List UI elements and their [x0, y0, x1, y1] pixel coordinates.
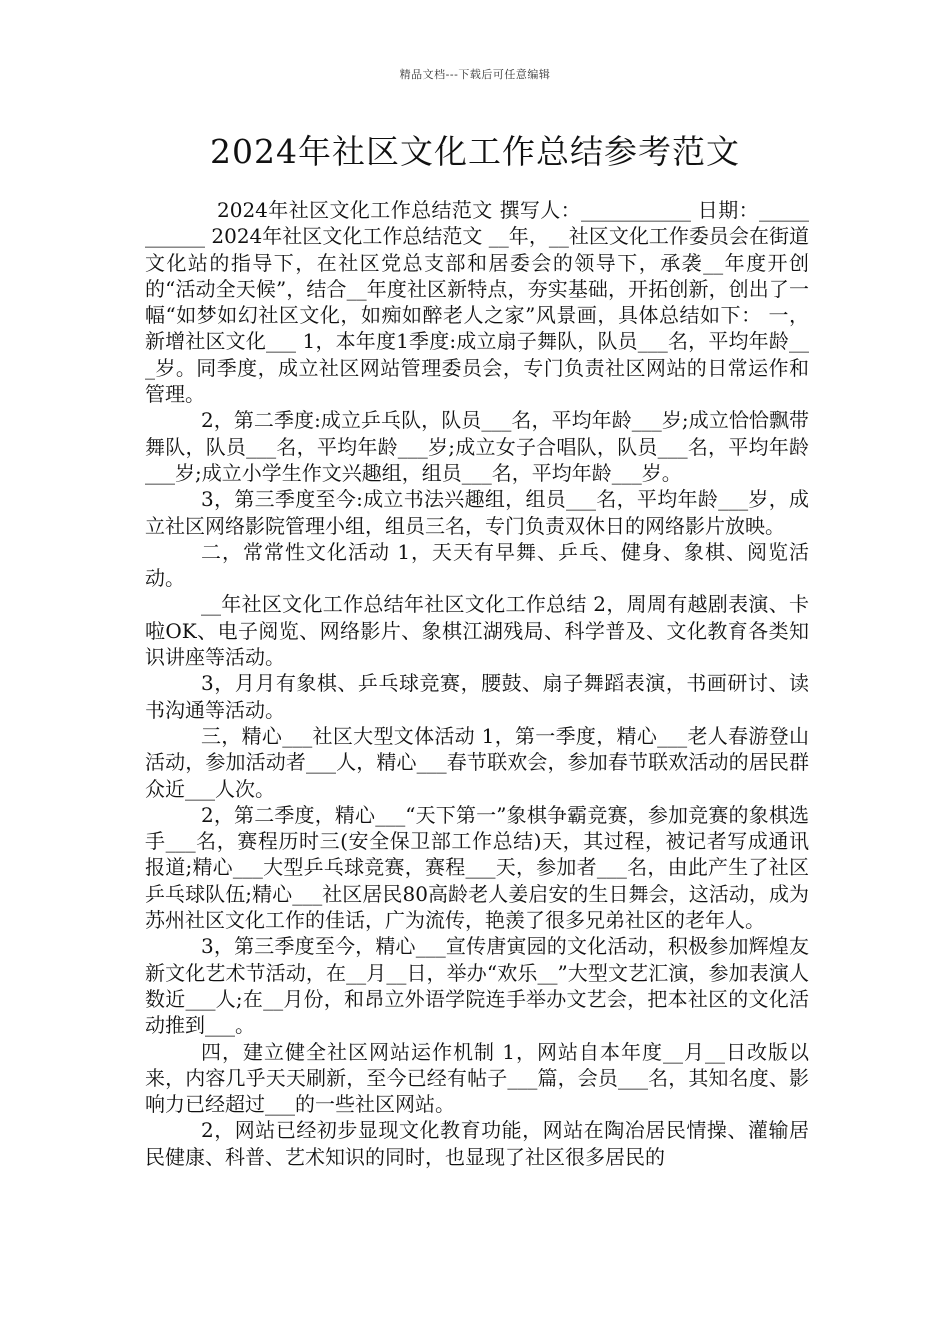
document-title: 2024年社区文化工作总结参考范文 — [210, 132, 740, 171]
paragraph: 3，第三季度至今:成立书法兴趣组，组员___名，平均年龄___岁，成立社区网络影院管理小组，组员三名，专门负责双休日的网络影片放映。 — [145, 487, 809, 538]
header-note: 精品文档---下载后可任意编辑 — [399, 68, 551, 81]
paragraph: 2，第二季度，精心___“天下第一”象棋争霸竞赛，参加竞赛的象棋选手___名，赛程历时三(安全保卫部工作总结)天，其过程，被记者写成通讯报道;精心___大型乒乓球竞赛，赛程___天，参加者___名，由此产生了社区乒乓球队伍;精心___社区居民80高龄老人姜启安的生日舞会，这活动，成为苏州社区文化工作的佳话，广为流传，艳羡了很多兄弟社区的老年人。 — [145, 802, 809, 933]
paragraph: 四，建立健全社区网站运作机制 1，网站自本年度__月__日改版以来，内容几乎天天刷新，至今已经有帖子___篇，会员___名，其知名度、影响力已经超过___的一些社区网站。 — [145, 1039, 809, 1117]
document-body — [145, 197, 809, 1170]
paragraph: 三，精心___社区大型文体活动 1，第一季度，精心___老人春游登山活动，参加活动者___人，精心___春节联欢会，参加春节联欢活动的居民群众近___人次。 — [145, 723, 809, 801]
paragraph: 3，月月有象棋、乒乓球竞赛，腰鼓、扇子舞蹈表演，书画研讨、读书沟通等活动。 — [145, 671, 809, 722]
paragraph: 2024年社区文化工作总结范文 撰写人：___________ 日期：___________ 2024年社区文化工作总结范文 __年，__社区文化工作委员会在街道文化站的指导下，在社区党总支部和居委会的领导下，承袭__年度开创的“活动全天候”，结合__年度社区新特点，夯实基础，开拓创新，创出了一幅“如梦如幻社区文化，如痴如醉老人之家”风景画，具体总结如下： 一，新增社区文化___ 1，本年度1季度:成立扇子舞队，队员___名，平均年龄___岁。同季度，成立社区网站管理委员会，专门负责社区网站的日常运作和管理。 — [145, 198, 809, 407]
paragraph: 3，第三季度至今，精心___宣传唐寅园的文化活动，积极参加辉煌友新文化艺术节活动，在__月__日，举办“欢乐__”大型文艺汇演，参加表演人数近___人;在__月份，和昂立外语学院连手举办文艺会，把本社区的文化活动推到___。 — [145, 934, 809, 1038]
paragraph: 二，常常性文化活动 1，天天有早舞、乒乓、健身、象棋、阅览活动。 — [145, 539, 809, 591]
paragraph: __年社区文化工作总结年社区文化工作总结 2，周周有越剧表演、卡啦OK、电子阅览、网络影片、象棋江湖残局、科学普及、文化教育各类知识讲座等活动。 — [145, 592, 809, 670]
paragraph: 2，第二季度:成立乒乓队，队员___名，平均年龄___岁;成立恰恰飘带舞队，队员___名，平均年龄___岁;成立女子合唱队，队员___名，平均年龄___岁;成立小学生作文兴趣组，组员___名，平均年龄___岁。 — [145, 408, 809, 485]
paragraph: 2，网站已经初步显现文化教育功能，网站在陶冶居民情操、灌输居民健康、科普、艺术知识的同时，也显现了社区很多居民的 — [145, 1118, 809, 1169]
